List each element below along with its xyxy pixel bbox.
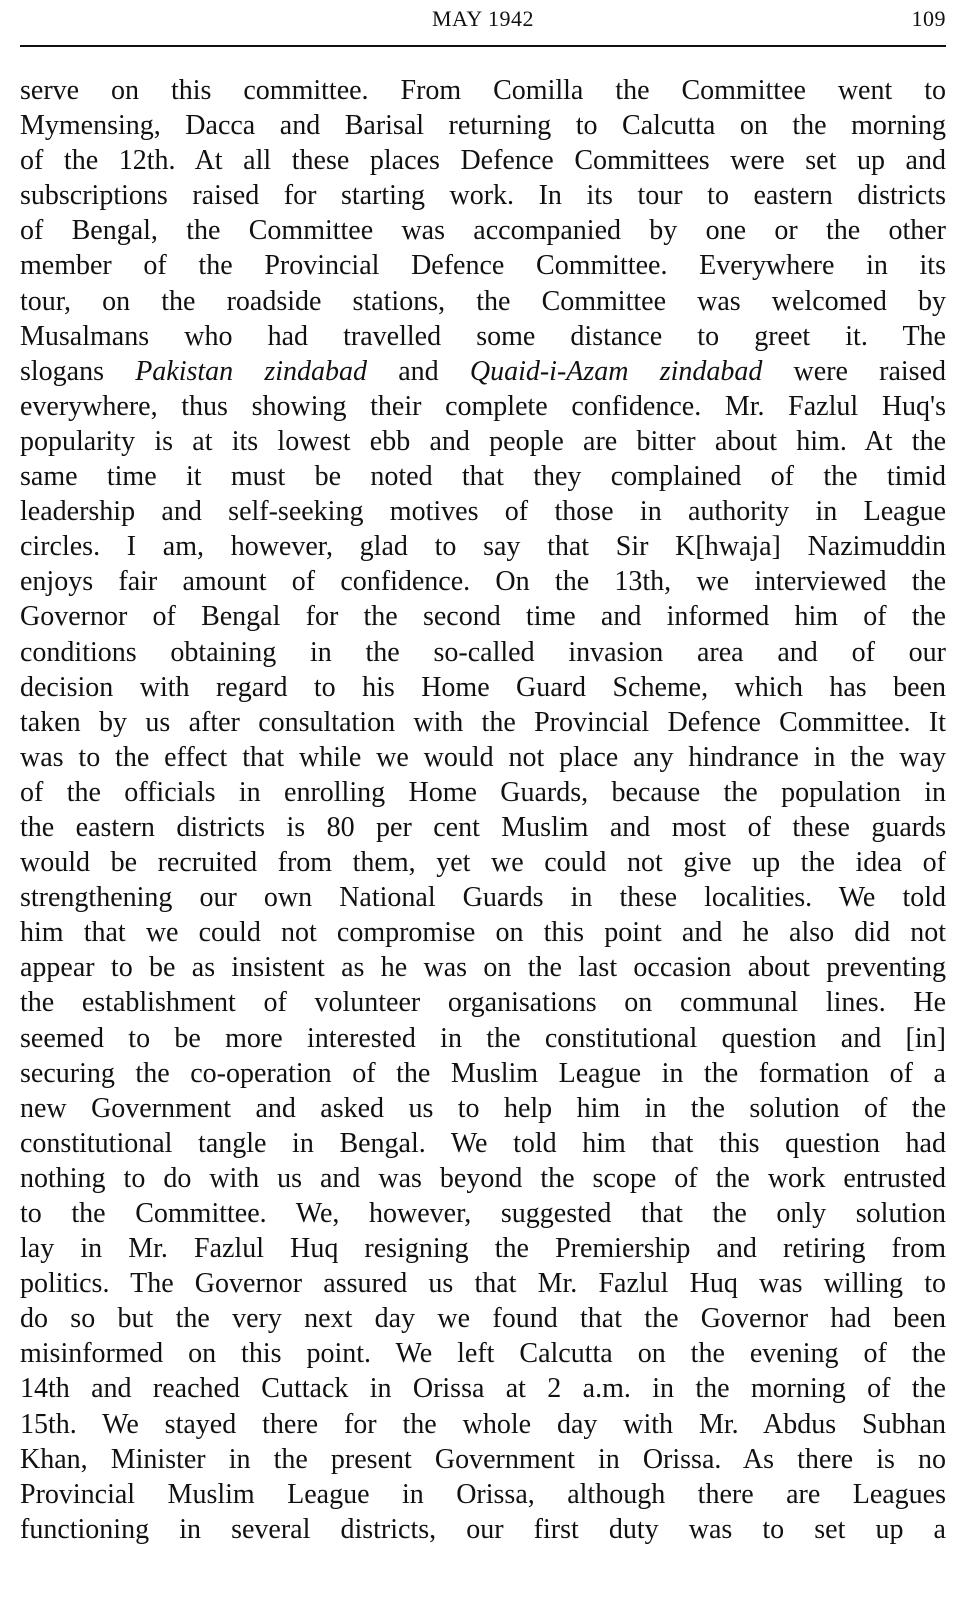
text-line: was to the effect that while we would not place any hindrance in the way (20, 741, 946, 773)
text-line: popularity is at its lowest ebb and people are bitter about him. At the (20, 425, 946, 457)
text-line: securing the co-operation of the Muslim League in the formation of a (20, 1057, 946, 1089)
text-line: member of the Provincial Defence Committee. Everywhere in its (20, 250, 946, 282)
text-line: do so but the very next day we found that the Governor had been (20, 1303, 946, 1335)
text-line: leadership and self-seeking motives of those in authority in League (20, 496, 946, 528)
text-line: decision with regard to his Home Guard Scheme, which has been (20, 671, 946, 703)
header-rule (20, 45, 946, 47)
slogans-prefix: slogans (20, 355, 136, 387)
text-line: taken by us after consultation with the Provincial Defence Committee. It (20, 706, 946, 738)
text-line: tour, on the roadside stations, the Committee was welcomed by (20, 285, 946, 317)
text-line: conditions obtaining in the so-called invasion area and of our (20, 636, 946, 668)
text-line: the establishment of volunteer organisations on communal lines. He (20, 987, 946, 1019)
text-line: constitutional tangle in Bengal. We told him that this question had (20, 1127, 946, 1159)
text-line: would be recruited from them, yet we could not give up the idea of (20, 847, 946, 879)
page-number: 109 (911, 6, 946, 31)
text-line: the eastern districts is 80 per cent Muslim and most of these guards (20, 811, 946, 843)
text-line: functioning in several districts, our first duty was to set up a (20, 1513, 946, 1545)
text-line-with-slogans (20, 354, 946, 389)
text-line: 15th. We stayed there for the whole day with Mr. Abdus Subhan (20, 1408, 946, 1440)
text-line: of the officials in enrolling Home Guards, because the population in (20, 776, 946, 808)
text-line: Mymensing, Dacca and Barisal returning to Calcutta on the morning (20, 110, 946, 142)
text-line: Musalmans who had travelled some distance to greet it. The (20, 320, 946, 352)
text-line: 14th and reached Cuttack in Orissa at 2 a.m. in the morning of the (20, 1373, 946, 1405)
text-line: lay in Mr. Fazlul Huq resigning the Premiership and retiring from (20, 1233, 946, 1265)
text-line: misinformed on this point. We left Calcutta on the evening of the (20, 1338, 946, 1370)
slogan-pakistan-zindabad: Pakistan zindabad (135, 355, 368, 387)
text-line: nothing to do with us and was beyond the scope of the work entrusted (20, 1162, 946, 1194)
text-line: seemed to be more interested in the constitutional question and [in] (20, 1022, 946, 1054)
text-line: subscriptions raised for starting work. In its tour to eastern districts (20, 180, 946, 212)
text-line: circles. I am, however, glad to say that Sir K[hwaja] Nazimuddin (20, 531, 946, 563)
text-line: everywhere, thus showing their complete confidence. Mr. Fazlul Huq's (20, 390, 946, 422)
text-line: Provincial Muslim League in Orissa, although there are Leagues (20, 1478, 946, 1510)
running-title: MAY 1942 (431, 6, 534, 31)
text-line: of Bengal, the Committee was accompanied by one or the other (20, 215, 946, 247)
slogans-conjunction: and (367, 355, 470, 387)
running-head (20, 6, 946, 40)
body-text (20, 73, 946, 1547)
text-line: him that we could not compromise on this point and he also did not (20, 917, 946, 949)
text-line: same time it must be noted that they complained of the timid (20, 461, 946, 493)
slogans-suffix: were raised (762, 355, 946, 387)
text-line: Governor of Bengal for the second time and informed him of the (20, 601, 946, 633)
text-line: new Government and asked us to help him in the solution of the (20, 1092, 946, 1124)
text-line: strengthening our own National Guards in these localities. We told (20, 882, 946, 914)
text-line: appear to be as insistent as he was on the last occasion about preventing (20, 952, 946, 984)
text-line: of the 12th. At all these places Defence Committees were set up and (20, 145, 946, 177)
text-line: Khan, Minister in the present Government in Orissa. As there is no (20, 1443, 946, 1475)
text-line: to the Committee. We, however, suggested that the only solution (20, 1198, 946, 1229)
text-line: politics. The Governor assured us that Mr. Fazlul Huq was willing to (20, 1268, 946, 1300)
slogan-quaid-i-azam-zindabad: Quaid-i-Azam zindabad (469, 355, 763, 387)
text-line: enjoys fair amount of confidence. On the 13th, we interviewed the (20, 566, 946, 598)
text-line: serve on this committee. From Comilla the Committee went to (20, 75, 946, 106)
